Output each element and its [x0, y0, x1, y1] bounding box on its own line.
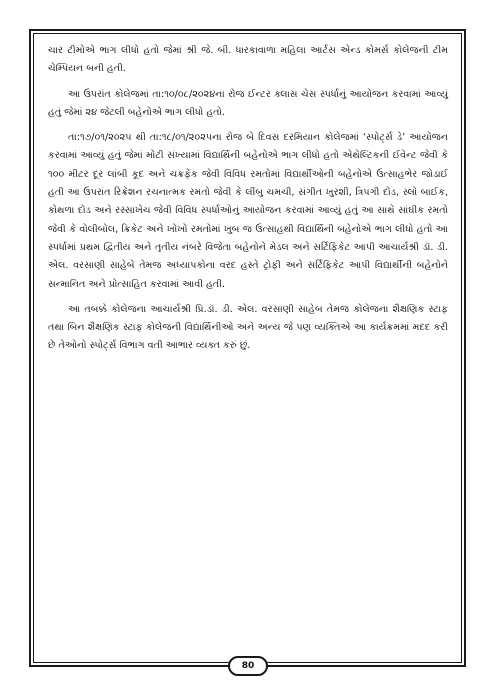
document-body [48, 42, 448, 363]
paragraph-acknowledgement: આ તબક્કે કોલેજના આચાર્યશ્રી પ્રિ.ડૉ. ડી. એલ. વરસાણી સાહેબ તેમજ કોલેજના શૈક્ષણિક સ્ટાફ તથા બિન શૈક્ષણિક સ્ટાફ કોલેજની વિદ્યાર્થિનીઓ અને અન્ય જે પણ વ્યક્તિએ આ કાર્યક્રમમાં મદદ કરી છે તેઓનો સ્પોર્ટ્સ વિભાગ વતી આભાર વ્યક્ત કરું છું. [48, 303, 448, 352]
page-footer [0, 654, 496, 678]
page-number: 80 [228, 656, 268, 676]
paragraph-sports-day: તા:૧૭/૦૧/૨૦૨૫ થી તા:૧૮/૦૧/૨૦૨૫ના રોજ બે દિવસ દરમિયાન કોલેજમાં ‘સ્પોર્ટ્સ ડે’ આયોજન કરવામાં આવ્યું હતું જેમાં મોટી સંખ્યામાં વિદ્યાર્થિની બહેનોએ ભાગ લીધો હતો એથેલ્ટિકની ઈવેન્ટ જેવી કે ૧૦૦ મીટર દૂર લાંબી કૂદ અને ચક્રફેંક જેવી વિવિધ રમતોમાં વિદ્યાર્થીઓની બહેનોએ ઉત્સાહભેર જોડાઈ હતી આ ઉપરાંત રિક્રેશન રચનાત્મક રમતો જેવી કે લીંબુ ચમચી, સંગીત ખુરશી, ત્રિપગી દોડ, સ્લો બાઈક, કોથળા દોડ અને રસ્સાખેચ જેવી વિવિધ સ્પર્ધાઓનું આયોજન કરવામાં આવ્યું હતું આ સાથે સાંઘીક રમતો જેવી કે વોલીબોલ, ક્રિકેટ અને ખોખો રમતોમાં ખુબ જ ઉત્સાહથી વિદ્યાર્થિની બહેનોએ ભાગ લીધો હતો આ સ્પર્ધામાં પ્રથમ દ્વિતીય અને તૃતીય નંબરે વિજેતા બહેનોને મેડલ અને સર્ટિફિકેટ આપી આચાર્યશ્રી ડૉ. ડી. એલ. વરસાણી સાહેબે તેમજ અધ્યાપકોના વરદ હસ્તે ટ્રોફી અને સર્ટિફિકેટ આપી વિદ્યાર્થીની બહેનોને સન્માનિત અને પ્રોત્સાહિત કરવામાં આવી હતી. [48, 132, 448, 290]
paragraph-chess-team-result: ચાર ટીમોએ ભાગ લીધો હતો જેમાં શ્રી જે. બી. ધારકાવાળા મહિલા આર્ટસ એન્ડ કોમર્સ કોલેજની ટીમ ચેમ્પિયન બની હતી. [48, 45, 448, 75]
paragraph-inter-class-chess: આ ઉપરાંત કોલેજમાં તા:૧૦/૦૮/૨૦૨૪ના રોજ ઈન્ટર ક્લાસ ચેસ સ્પર્ધાનું આયોજન કરવામાં આવ્યું હતું જેમાં ૨૪ જેટલી બહેનોએ ભાગ લીધો હતો. [48, 88, 448, 118]
footer-rule-left [160, 665, 228, 667]
footer-rule-right [268, 665, 336, 667]
